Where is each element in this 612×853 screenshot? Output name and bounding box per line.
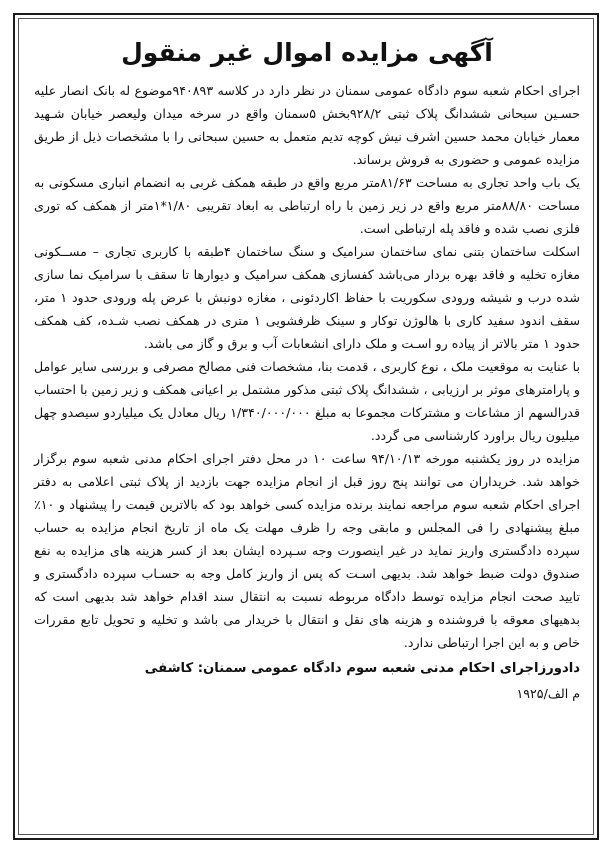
notice-paragraph-building: اسکلت ساختمان بتنی نمای ساختمان سرامیک و سنگ ساختمان ۴طبقه با کاربری تجاری – مســکونی مغازه تخلیه و فاقد بهره بردار می‌باشد کفسازی همکف سرامیک و دیوارها تا سقف با سرامیک نما سازی شده درب و شیشه ورودی سکوریت با حفاظ اکاردئونی ، مغازه دونبش با عرض پله ورودی حدود ۱ متر، سقف اندود سفید کاری با هالوژن توکار و سینک ظرفشویی ۱ متری در همکف نصب شـده، کف همکف حدود ۱ متر بالاتر از پیاده رو اسـت و ملک دارای انشعابات آب و برق و گاز می باشد.	[34, 244, 581, 351]
notice-paragraph-auction-terms: مزایده در روز یکشنبه مورخه ۹۴/۱۰/۱۳ ساعت ۱۰ در محل دفتر اجرای احکام مدنی شعبه سوم برگزار خواهد شد. خریداران می توانند پنج روز قبل از انجام مزایده جهت بازدید از پلاک ثبتی اعلامی به دفتر اجرای احکام شعبه سوم مراجعه نمایند برنده مزایده کسی خواهد بود که بالاترین قیمت را پیشنهاد و ۱۰٪ مبلغ پیشنهادی را فی المجلس و مابقی وجه را ظرف مهلت یک ماه از تاریخ انجام مزایده به حساب سپرده دادگستری واریز نماید در غیر اینصورت وجه سـپرده ایشان بعد از کسر هزینه های مزایده به نفع صندوق دولت ضبط خواهد شد. بدیهی اسـت که پس از واریز کامل وجه به حسـاب سپرده دادگستری و تایید صحت انجام مزایده توسط دادگاه مربوطه نسبت به انتقال سند اقدام خواهد شد بدیهی است که بدهیهای معوقه با فروشنده و هزینه های نقل و انتقال با خریدار می باشد و تخلیه و تحویل تابع مقررات خاص و به این اجرا ارتباطی ندارد.	[34, 451, 581, 650]
notice-signature: دادورزاجرای احکام مدنی شعبه سوم دادگاه عمومی سمنان: کاشفی	[144, 661, 580, 676]
notice-code: م الف/۱۹۲۵	[516, 686, 580, 701]
notice-paragraph-intro: اجرای احکام شعبه سوم دادگاه عمومی سمنان در نظر دارد در کلاسه ۹۴۰۸۹۳موضوع له بانک انصار علیه حسـین سبحانی ششدانگ پلاک ثبتی ۹۲۸/۲بخش ۵سمنان واقع در سرخه میدان ولیعصر خیابان شـهید معمار خیابان محمد حسین اشرف نیش کوچه تدیم متعمل به حسین سبحانی را با مشخصات ذیل از طریق مزایده عمومی و حضوری به فروش برساند.	[34, 83, 581, 167]
notice-paragraph-property: یک باب واحد تجاری به مساحت ۸۱/۶۳متر مربع واقع در طبقه همکف غربی به انضمام انباری مسکونی به مساحت ۸۸/۸۰متر مربع واقع در زیر زمین با راه ارتباطی به ابعاد تقریبی ۱/۸۰*۱متر از همکف که توری فلزی نصب شده و فاقد پله ارتباطی است.	[34, 175, 580, 236]
notice-title: آگهی مزایده اموال غیر منقول	[121, 38, 493, 67]
auction-notice	[34, 36, 580, 826]
notice-paragraph-valuation: با عنایت به موقعیت ملک ، نوع کاربری ، قدمت بنا، مشخصات فنی مصالح مصرفی و بررسی سایر عوامل و پارامترهای موثر بر ارزیابی ، ششدانگ پلاک ثبتی مذکور مشتمل بر اعیانی همکف و زیر زمین با احتساب قدرالسهم از مشاعات و مشترکات مجموعا به مبلغ ۱/۳۴۰/۰۰۰/۰۰۰ ریال معادل یک میلیاردو سیصدو چهل میلیون ریال براورد کارشناسی می گردد.	[34, 359, 580, 443]
